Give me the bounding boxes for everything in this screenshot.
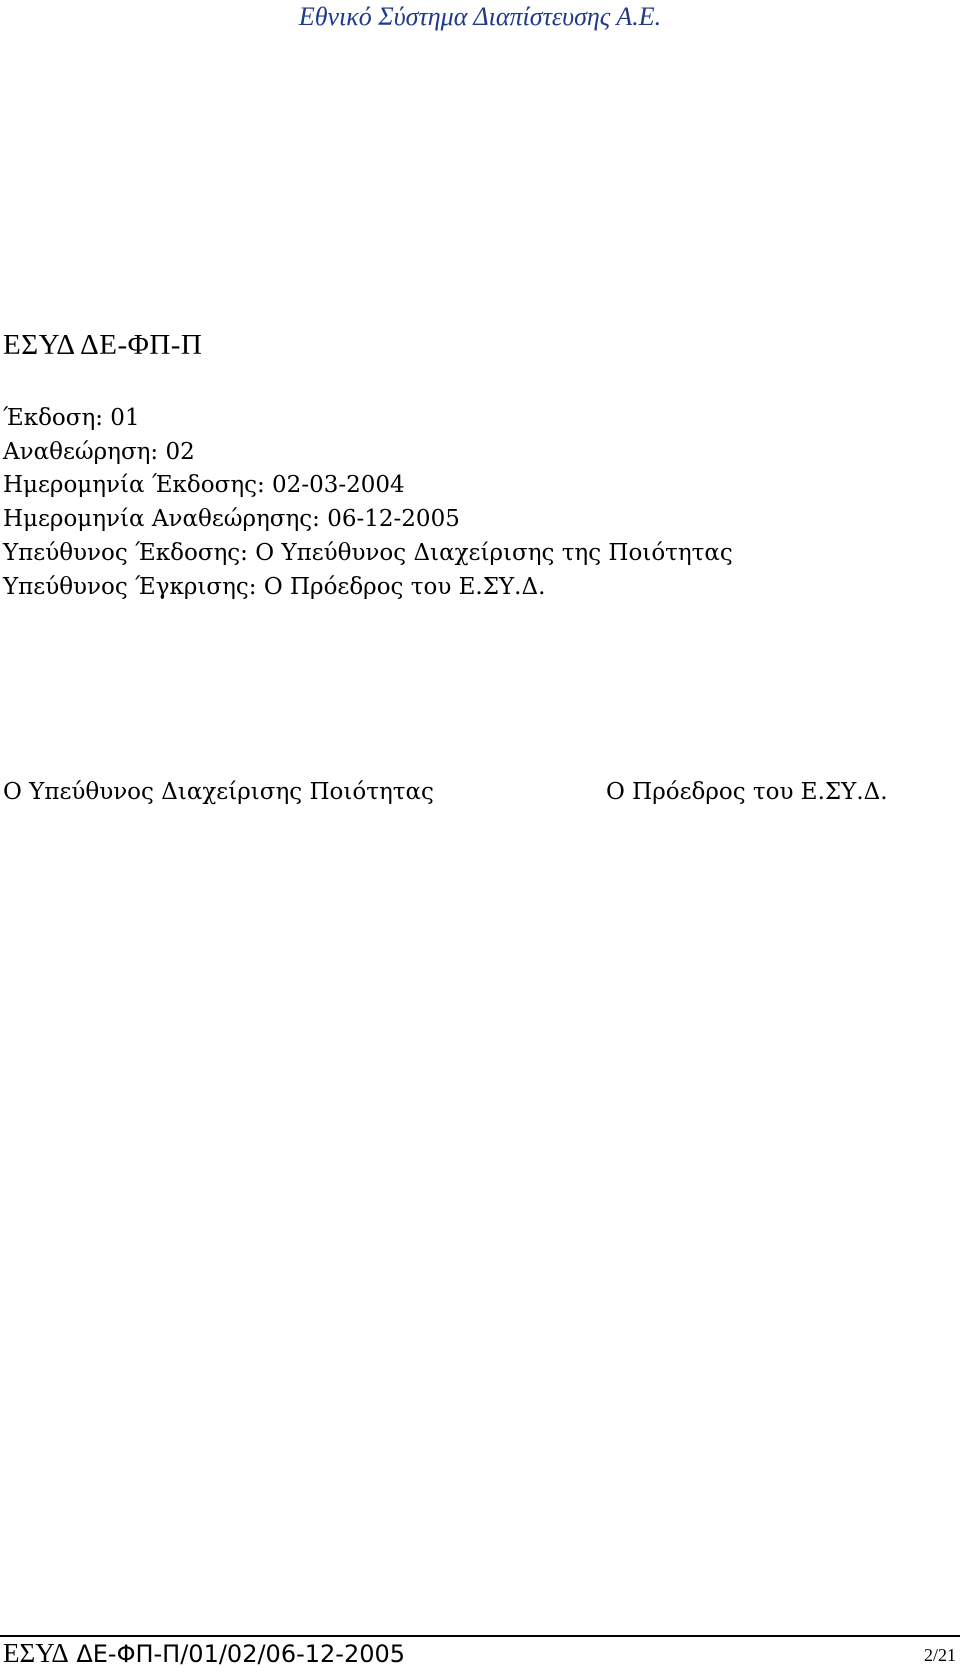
metadata-issue-date: Ημερομηνία Έκδοσης: 02-03-2004 <box>3 472 405 499</box>
metadata-revision: Αναθεώρηση: 02 <box>3 438 195 465</box>
metadata-issue-responsible: Υπεύθυνος Έκδοσης: Ο Υπεύθυνος Διαχείρισης της Ποιότητας <box>3 539 733 566</box>
header-organization-title: Εθνικό Σύστημα Διαπίστευσης Α.Ε. <box>298 2 662 31</box>
metadata-revision-date: Ημερομηνία Αναθεώρησης: 06-12-2005 <box>3 506 460 533</box>
footer-divider <box>0 1635 960 1637</box>
metadata-approval-responsible: Υπεύθυνος Έγκρισης: Ο Πρόεδρος του Ε.ΣΥ.Δ. <box>3 573 546 600</box>
footer-code-prefix: ΕΣΥΔ <box>3 1638 69 1668</box>
footer-page-number: 2/21 <box>923 1645 956 1665</box>
document-metadata <box>3 402 733 604</box>
footer-document-code <box>3 1638 405 1669</box>
signature-quality-manager: Ο Υπεύθυνος Διαχείρισης Ποιότητας <box>3 779 434 805</box>
signature-president: Ο Πρόεδρος του Ε.ΣΥ.Δ. <box>606 779 888 805</box>
footer-code-rest: ΔΕ-ΦΠ-Π/01/02/06-12-2005 <box>68 1640 406 1668</box>
metadata-edition: Έκδοση: 01 <box>3 405 140 431</box>
document-code: ΕΣΥΔ ΔΕ-ΦΠ-Π <box>3 329 203 361</box>
